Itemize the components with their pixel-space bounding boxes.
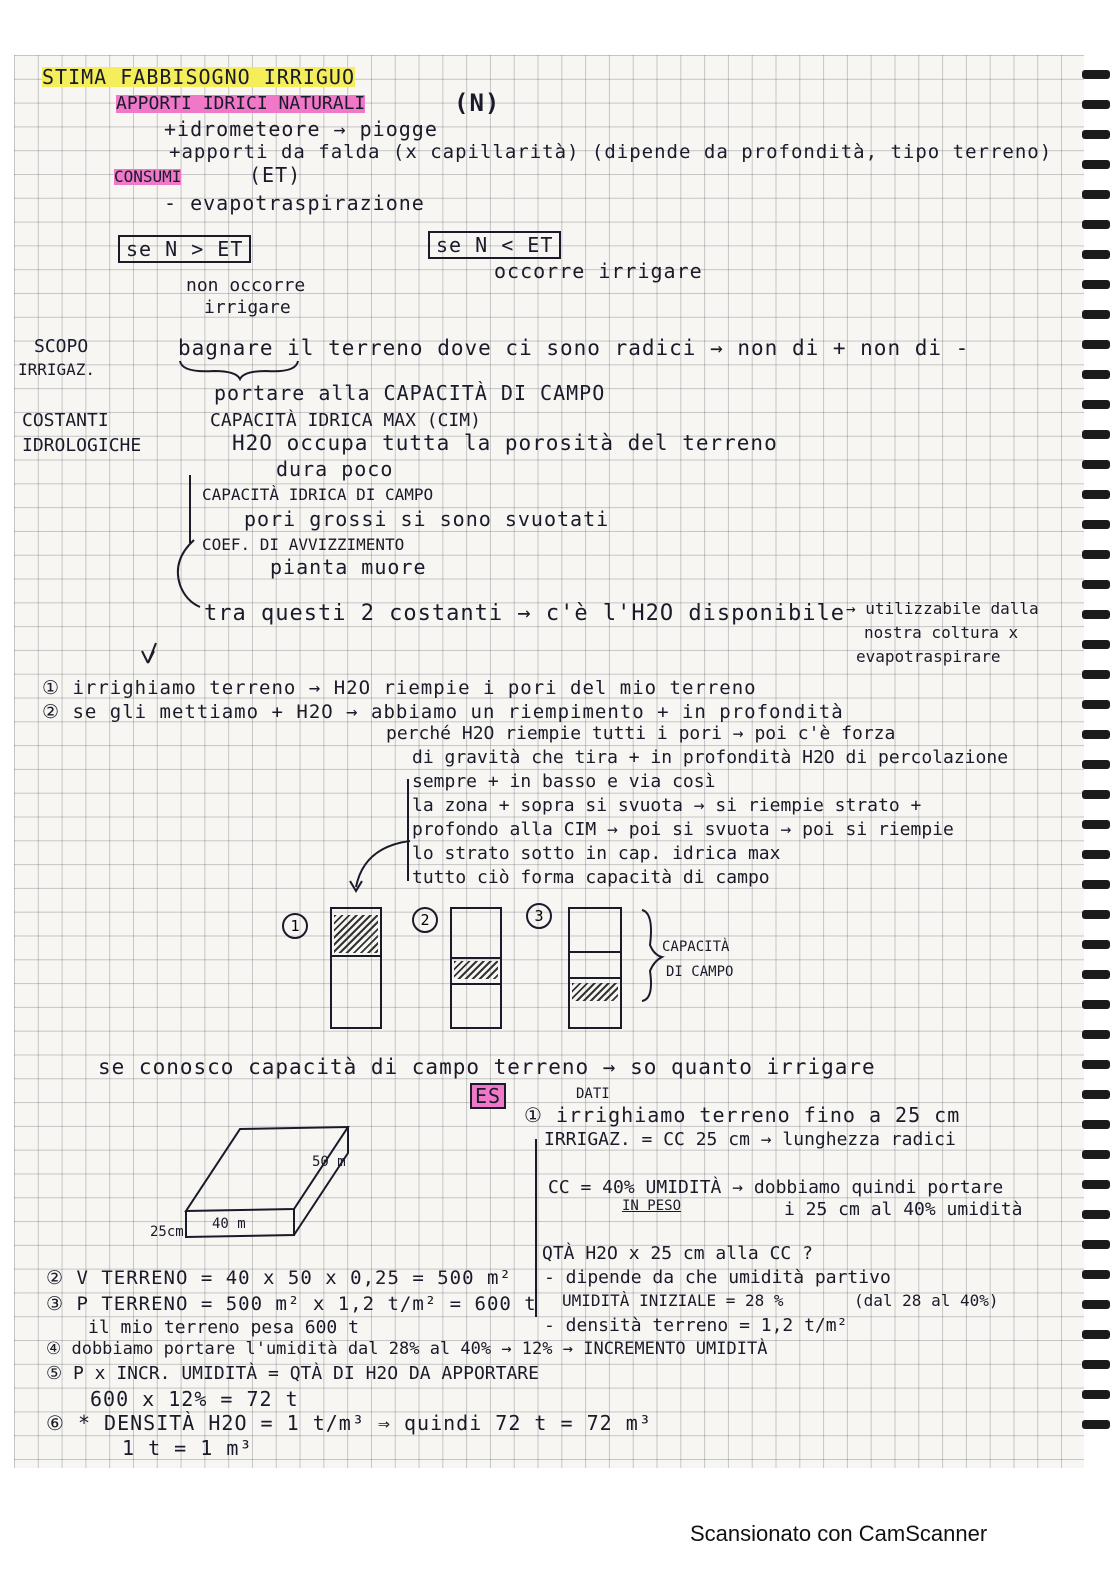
spiral-ring	[1082, 550, 1110, 559]
spiral-ring	[1082, 1300, 1110, 1309]
spiral-ring	[1082, 700, 1110, 709]
diagram-number-3: 3	[526, 903, 552, 929]
spiral-ring	[1082, 880, 1110, 889]
dati-label: DATI	[576, 1086, 610, 1102]
spiral-ring	[1082, 1030, 1110, 1039]
spiral-ring	[1082, 1210, 1110, 1219]
case-n-less: se N < ET	[428, 231, 561, 259]
spiral-ring	[1082, 670, 1110, 679]
block-height-label: 50 m	[312, 1154, 346, 1170]
es-badge: ES	[470, 1083, 506, 1109]
spiral-ring	[1082, 1390, 1110, 1399]
soil-block-side	[294, 1127, 348, 1235]
spiral-ring	[1082, 640, 1110, 649]
spiral-ring	[1082, 850, 1110, 859]
spiral-ring	[1082, 760, 1110, 769]
scopo-label-b: IRRIGAZ.	[18, 360, 96, 379]
spiral-ring	[1082, 580, 1110, 589]
spiral-ring	[1082, 1360, 1110, 1369]
spiral-ring	[1082, 220, 1110, 229]
case-n-less-note: occorre irrigare	[494, 259, 703, 283]
diagram-label-b: DI CAMPO	[666, 964, 734, 980]
block-width-label: 40 m	[212, 1216, 246, 1232]
dati-2: IRRIGAZ. = CC 25 cm → lunghezza radici	[544, 1129, 956, 1150]
spiral-ring	[1082, 610, 1110, 619]
example-intro: se conosco capacità di campo terreno → so quanto irrigare	[98, 1055, 876, 1079]
spiral-ring	[1082, 70, 1110, 79]
dati-5: - dipende da che umidità partivo	[544, 1267, 891, 1288]
diagram-arrow	[356, 841, 410, 887]
calc-6: ⑥ * DENSITÀ H2O = 1 t/m³ ⇒ quindi 72 t = 72 m³	[46, 1411, 652, 1435]
spiral-ring	[1082, 790, 1110, 799]
ca-line: pianta muore	[270, 555, 427, 579]
util-c: evapotraspirare	[856, 647, 1001, 666]
spiral-binding	[1076, 70, 1110, 1460]
dati-6-note: (dal 28 al 40%)	[854, 1291, 999, 1310]
apporti-line-1: +idrometeore → piogge	[164, 117, 438, 141]
dati-3-cont: i 25 cm al 40% umidità	[784, 1199, 1023, 1220]
calc-4: ④ dobbiamo portare l'umidità dal 28% al 40% → 12% → INCREMENTO UMIDITÀ	[46, 1339, 768, 1359]
spiral-ring	[1082, 100, 1110, 109]
spiral-ring	[1082, 970, 1110, 979]
spiral-ring	[1082, 730, 1110, 739]
soil-block-front	[186, 1209, 294, 1237]
process-9: tutto ciò forma capacità di campo	[412, 867, 770, 888]
process-1: ① irrighiamo terreno → H2O riempie i pori del mio terreno	[42, 677, 757, 699]
spiral-ring	[1082, 280, 1110, 289]
cc-heading: CAPACITÀ IDRICA DI CAMPO	[202, 485, 434, 504]
spiral-ring	[1082, 1000, 1110, 1009]
case-n-greater-note-b: irrigare	[204, 297, 291, 318]
calc-3-note: il mio terreno pesa 600 t	[88, 1317, 359, 1338]
spiral-ring	[1082, 130, 1110, 139]
dati-6: UMIDITÀ INIZIALE = 28 %	[562, 1291, 784, 1310]
spiral-ring	[1082, 1060, 1110, 1069]
spiral-ring	[1082, 490, 1110, 499]
process-2: ② se gli mettiamo + H2O → abbiamo un riempimento + in profondità	[42, 701, 844, 723]
cim-line-2: dura poco	[276, 457, 394, 481]
scopo-sub: portare alla CAPACITÀ DI CAMPO	[214, 381, 606, 405]
spiral-ring	[1082, 1240, 1110, 1249]
dati-3-note: IN PESO	[622, 1198, 682, 1214]
consumi-line: - evapotraspirazione	[164, 191, 425, 215]
spiral-ring	[1082, 160, 1110, 169]
diagram-brace	[642, 910, 662, 1001]
spiral-ring	[1082, 1330, 1110, 1339]
spiral-ring	[1082, 1120, 1110, 1129]
calc-3: ③ P TERRENO = 500 m² x 1,2 t/m² = 600 t	[46, 1293, 537, 1315]
spiral-ring	[1082, 520, 1110, 529]
calc-6-note: 1 t = 1 m³	[122, 1436, 253, 1460]
cc-line: pori grossi si sono svuotati	[244, 507, 610, 531]
spiral-ring	[1082, 310, 1110, 319]
tra-line: tra questi 2 costanti → c'è l'H2O disponibile	[204, 601, 846, 626]
process-5: sempre + in basso e via così	[412, 771, 716, 792]
notebook-page	[14, 55, 1084, 1468]
process-3: perché H2O riempie tutti i pori → poi c'è forza	[386, 723, 896, 744]
page-title: STIMA FABBISOGNO IRRIGUO	[42, 65, 355, 89]
process-arrow	[142, 643, 156, 663]
spiral-ring	[1082, 430, 1110, 439]
spiral-ring	[1082, 1180, 1110, 1189]
process-6: la zona + sopra si svuota → si riempie strato +	[412, 795, 922, 816]
soil-block-top	[186, 1127, 348, 1211]
consumi-heading: CONSUMI	[114, 167, 182, 186]
spiral-ring	[1082, 940, 1110, 949]
case-n-greater-note-a: non occorre	[186, 275, 306, 296]
apporti-line-2: +apporti da falda (x capillarità) (dipende da profondità, tipo terreno)	[169, 141, 1053, 163]
diagram-label-a: CAPACITÀ	[662, 939, 730, 955]
spiral-ring	[1082, 910, 1110, 919]
spiral-ring	[1082, 370, 1110, 379]
diagram-number-2: 2	[412, 907, 438, 933]
spiral-ring	[1082, 250, 1110, 259]
brace-bagnare	[180, 361, 298, 379]
spiral-ring	[1082, 340, 1110, 349]
dati-1: ① irrighiamo terreno fino a 25 cm	[524, 1103, 961, 1127]
block-depth-label: 25cm	[150, 1224, 184, 1240]
calc-5: ⑤ P x INCR. UMIDITÀ = QTÀ DI H2O DA APPORTARE	[46, 1363, 539, 1384]
spiral-ring	[1082, 400, 1110, 409]
et-label: (ET)	[249, 163, 302, 187]
util-a: → utilizzabile dalla	[846, 599, 1039, 618]
spiral-ring	[1082, 1420, 1110, 1429]
process-8: lo strato sotto in cap. idrica max	[412, 843, 781, 864]
n-label: (N)	[454, 89, 501, 117]
scanner-watermark: Scansionato con CamScanner	[690, 1521, 988, 1546]
spiral-ring	[1082, 820, 1110, 829]
spiral-ring	[1082, 460, 1110, 469]
spiral-ring	[1082, 1150, 1110, 1159]
hand-drawn-strokes	[14, 55, 1084, 1468]
case-n-greater: se N > ET	[118, 235, 251, 263]
dati-7: - densità terreno = 1,2 t/m²	[544, 1315, 848, 1336]
scopo-label-a: SCOPO	[34, 336, 89, 357]
cim-line-1: H2O occupa tutta la porosità del terreno	[232, 431, 778, 455]
spiral-ring	[1082, 1090, 1110, 1099]
costanti-label-b: IDROLOGICHE	[22, 435, 142, 456]
constants-arrow	[178, 540, 200, 607]
costanti-label-a: COSTANTI	[22, 410, 109, 431]
spiral-ring	[1082, 190, 1110, 199]
dati-4: QTÀ H2O x 25 cm alla CC ?	[542, 1243, 813, 1264]
util-b: nostra coltura x	[864, 623, 1019, 642]
spiral-ring	[1082, 1270, 1110, 1279]
ca-heading: COEF. DI AVVIZZIMENTO	[202, 535, 405, 554]
apporti-heading: APPORTI IDRICI NATURALI	[116, 93, 366, 114]
diagram-number-1: 1	[282, 913, 308, 939]
calc-2: ② V TERRENO = 40 x 50 x 0,25 = 500 m²	[46, 1267, 512, 1289]
calc-5-result: 600 x 12% = 72 t	[90, 1387, 299, 1411]
dati-3: CC = 40% UMIDITÀ → dobbiamo quindi portare	[548, 1177, 1004, 1198]
scopo-text: bagnare il terreno dove ci sono radici → non di + non di -	[178, 336, 970, 360]
process-7: profondo alla CIM → poi si svuota → poi si riempie	[412, 819, 954, 840]
process-4: di gravità che tira + in profondità H2O di percolazione	[412, 747, 1009, 768]
cim-heading: CAPACITÀ IDRICA MAX (CIM)	[210, 410, 481, 431]
